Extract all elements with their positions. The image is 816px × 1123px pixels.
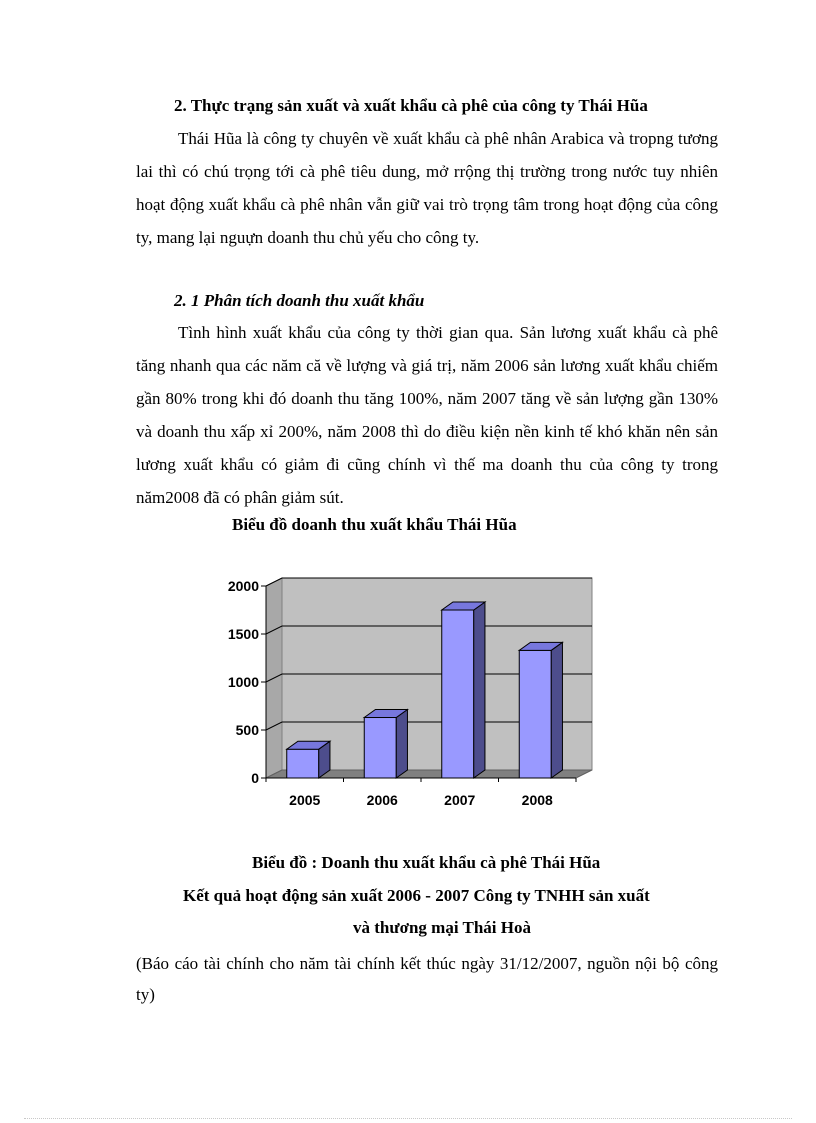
x-tick-label: 2007 <box>444 792 476 808</box>
section-heading: 2. Thực trạng sản xuất và xuất khẩu cà phê của công ty Thái Hũa <box>174 96 648 115</box>
intro-text: Thái Hũa là công ty chuyên về xuất khẩu cà phê nhân Arabica và tropng tương lai thì có chú trọng tới cà phê tiêu dung, mở rrộng thị trường trong nước tuy nhiên hoạt động xuất khẩu cà phê nhân vẫn giữ vai trò trọng tâm trong hoạt động của công ty, mang lại nguựn doanh thu chủ yếu cho công ty. <box>136 129 718 247</box>
y-tick-label: 2000 <box>227 578 259 594</box>
results-title-line1: Kết quả hoạt động sản xuất 2006 - 2007 Công ty TNHH sản xuất <box>183 886 650 905</box>
revenue-chart <box>210 568 610 818</box>
x-tick-label: 2008 <box>521 792 553 808</box>
source-note-text: (Báo cáo tài chính cho năm tài chính kết thúc ngày 31/12/2007, nguồn nội bộ công ty) <box>136 954 718 1004</box>
bar-side-2006 <box>396 710 407 778</box>
analysis-paragraph <box>136 316 718 514</box>
source-note <box>136 948 718 1010</box>
bar-side-2008 <box>551 642 562 778</box>
y-tick-label: 0 <box>251 770 259 786</box>
revenue-chart-svg <box>210 568 610 818</box>
intro-paragraph <box>136 122 718 254</box>
chart-title: Biểu đồ doanh thu xuất khẩu Thái Hũa <box>232 515 517 534</box>
page-bottom-rule <box>24 1118 792 1119</box>
y-tick-label: 1500 <box>227 626 259 642</box>
bar-side-2007 <box>474 602 485 778</box>
y-tick-label: 500 <box>235 722 259 738</box>
results-title-line2: và thương mại Thái Hoà <box>353 918 532 937</box>
bar-2005 <box>287 749 319 778</box>
analysis-text: Tình hình xuất khẩu của công ty thời gian qua. Sản lương xuất khẩu cà phê tăng nhanh qua các năm că về lượng và giá trị, năm 2006 sản lương xuất khẩu chiếm gần 80% trong khi đó doanh thu tăng 100%, năm 2007 tăng về sản lượng gần 130% và doanh thu xấp xỉ 200%, năm 2008 thì do điều kiện nền kinh tế khó khăn nên sản lương xuất khẩu có giảm đi cũng chính vì thế ma doanh thu của công ty trong năm2008 đã có phân giảm sút. <box>136 323 718 507</box>
bar-2006 <box>364 718 396 778</box>
subsection-heading: 2. 1 Phân tích doanh thu xuất khẩu <box>174 291 425 310</box>
y-tick-label: 1000 <box>227 674 259 690</box>
x-tick-label: 2005 <box>289 792 321 808</box>
x-tick-label: 2006 <box>366 792 398 808</box>
bar-2007 <box>442 610 474 778</box>
chart-caption: Biểu đồ : Doanh thu xuất khẩu cà phê Thái Hũa <box>252 853 601 872</box>
bar-2008 <box>519 650 551 778</box>
